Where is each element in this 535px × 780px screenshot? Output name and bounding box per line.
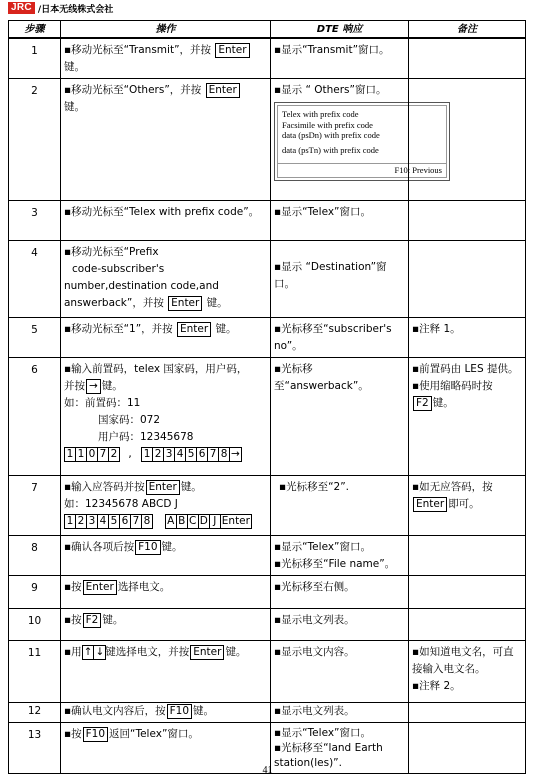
- op-text: ▪移动光标至“Prefix: [64, 246, 159, 258]
- note-cell: [409, 201, 526, 241]
- key-digit: 1: [75, 447, 87, 462]
- table-header-row: [9, 21, 526, 39]
- key-letter: C: [187, 514, 199, 529]
- dte-cell: ▪光标移至“answerback”。: [271, 358, 409, 476]
- dte-cell: ▪光标移至“subscriber's no”。: [271, 318, 409, 358]
- op-text: ▪移动光标至“1”，并按: [64, 323, 177, 335]
- operation-cell: ▪移动光标至“Telex with prefix code”。: [61, 201, 271, 241]
- step-number: 4: [9, 241, 61, 318]
- key-digit: 8: [218, 447, 230, 462]
- op-text: ▪按: [64, 581, 82, 593]
- op-text: 键。: [180, 481, 202, 493]
- note-text: ▪如无应答码，按: [412, 481, 493, 493]
- key-digit: 5: [108, 514, 120, 529]
- key-digit: 5: [185, 447, 197, 462]
- key-digit: 6: [196, 447, 208, 462]
- op-text: 键。: [102, 614, 124, 626]
- table-row: [9, 609, 526, 641]
- step-number: 7: [9, 476, 61, 536]
- key-digit: 2: [152, 447, 164, 462]
- key-enter: Enter: [215, 43, 249, 58]
- operation-cell: [61, 38, 271, 79]
- op-text: ▪移动光标至“Transmit”，并按: [64, 44, 215, 56]
- note-cell: [409, 79, 526, 201]
- key-digit: 2: [108, 447, 120, 462]
- operation-cell: [61, 609, 271, 641]
- dte-cell: ▪光标移至“2”.: [271, 476, 409, 536]
- step-number: 5: [9, 318, 61, 358]
- table-row: [9, 641, 526, 703]
- dte-cell: [271, 79, 442, 201]
- op-text: ▪用: [64, 646, 82, 658]
- key-letter: B: [176, 514, 188, 529]
- note-cell: [409, 536, 526, 576]
- key-down-arrow: ↓: [95, 646, 105, 658]
- key-digit: 4: [174, 447, 186, 462]
- op-text: ▪确认电文内容后，按: [64, 705, 166, 717]
- operation-cell: [61, 241, 271, 318]
- col-header-remarks: 备注: [409, 21, 526, 39]
- table-row: [9, 476, 526, 536]
- note-cell: [409, 576, 526, 609]
- op-text: 键。: [64, 101, 85, 113]
- key-digit: 6: [119, 514, 131, 529]
- key-digit: 7: [130, 514, 142, 529]
- dte-cell: ▪显示 “Destination”窗口。: [271, 241, 409, 318]
- operation-cell: [61, 576, 271, 609]
- note-cell: [409, 476, 526, 536]
- key-f10: F10: [135, 540, 160, 555]
- others-window-footer: F10: Previous: [277, 164, 447, 178]
- table-row: [9, 358, 526, 476]
- step-number: 11: [9, 641, 61, 703]
- table-row: [9, 576, 526, 609]
- key-digit: 2: [75, 514, 87, 529]
- page-number: 41: [262, 765, 273, 776]
- dte-cell: ▪显示电文列表。: [271, 703, 409, 723]
- dte-text: ▪光标移至“File name”。: [274, 558, 396, 570]
- operation-cell: [61, 318, 271, 358]
- key-enter: Enter: [83, 580, 117, 595]
- page-header: [8, 1, 113, 15]
- example-answerback: 如：12345678 ABCD J: [64, 498, 178, 510]
- list-item[interactable]: data (psTn) with prefix code: [282, 144, 379, 155]
- op-text: answerback”，并按: [64, 297, 168, 309]
- dte-text: ▪显示 “ Others”窗口。: [274, 84, 387, 96]
- note-cell: [409, 38, 526, 79]
- operation-cell: [61, 476, 271, 536]
- dte-text: ▪光标移至“land Earth station(les)”.: [274, 742, 383, 769]
- col-header-dte-response: DTE 响应: [271, 21, 409, 39]
- key-enter: Enter: [146, 480, 180, 495]
- key-digit: 3: [86, 514, 98, 529]
- key-digit: 8: [141, 514, 153, 529]
- note-text: ▪使用缩略码时按: [412, 380, 493, 392]
- dte-cell: [271, 536, 409, 576]
- operation-cell: [61, 536, 271, 576]
- col-header-operation: 操作: [61, 21, 271, 39]
- op-text: 键。: [212, 323, 237, 335]
- key-digit: 1: [64, 514, 76, 529]
- list-item[interactable]: Telex with prefix code: [282, 109, 359, 119]
- example-user: 用户码：12345678: [98, 431, 194, 443]
- key-digit: 3: [163, 447, 175, 462]
- op-text: 选择电文。: [117, 581, 171, 593]
- step-number: 9: [9, 576, 61, 609]
- table-row: [9, 201, 526, 241]
- key-digit: 7: [97, 447, 109, 462]
- op-text: ▪移动光标至“Others”，并按: [64, 84, 205, 96]
- table-row: [9, 38, 526, 79]
- dte-cell: ▪显示电文列表。: [271, 609, 409, 641]
- key-enter: Enter: [168, 296, 202, 311]
- key-letter: D: [199, 515, 208, 527]
- step-number: 6: [9, 358, 61, 476]
- operation-cell: [61, 358, 271, 476]
- key-digit: 1: [141, 447, 153, 462]
- key-digit: 1: [64, 447, 76, 462]
- key-enter: Enter: [190, 645, 224, 660]
- note-text: ▪前置码由 LES 提供。: [412, 363, 519, 375]
- op-text: ▪输入应答码并按: [64, 481, 145, 493]
- key-up-arrow: ↑: [83, 646, 93, 658]
- op-text: 键。: [64, 61, 85, 73]
- op-text: ▪按: [64, 728, 82, 740]
- op-text: ▪按: [64, 614, 82, 626]
- table-row: [9, 536, 526, 576]
- op-text: ▪确认各项后按: [64, 541, 135, 553]
- note-text: 即可。: [448, 498, 480, 510]
- dte-cell: ▪光标移至右侧。: [271, 576, 409, 609]
- step-number: 2: [9, 79, 61, 201]
- note-text: ▪如知道电文名，可直接输入电文名。: [412, 646, 514, 675]
- table-row: [9, 703, 526, 723]
- op-text: 键。: [161, 541, 183, 553]
- procedure-table: [8, 20, 526, 774]
- operation-cell: [61, 703, 271, 723]
- note-text: ▪注释 2。: [412, 680, 461, 692]
- table-row: [9, 318, 526, 358]
- col-header-step: 步骤: [9, 21, 61, 39]
- key-sequence: [64, 446, 267, 463]
- list-item[interactable]: data (psDn) with prefix code: [282, 130, 380, 140]
- dte-text: ▪显示“Telex”窗口。: [274, 727, 371, 739]
- key-digit: 0: [86, 447, 98, 462]
- note-cell: [409, 609, 526, 641]
- step-number: 3: [9, 201, 61, 241]
- step-number: 12: [9, 703, 61, 723]
- op-text: 键。: [203, 297, 228, 309]
- note-cell: [409, 358, 526, 476]
- key-f2: F2: [83, 613, 102, 628]
- operation-cell: [61, 79, 271, 201]
- key-f10: F10: [167, 704, 192, 719]
- key-f2: F2: [413, 396, 432, 411]
- key-separator: ,: [128, 448, 132, 460]
- key-digit: 4: [97, 514, 109, 529]
- op-text: 键选择电文，并按: [105, 646, 190, 658]
- key-f10: F10: [83, 727, 108, 742]
- dte-text: ▪显示“Telex”窗口。: [274, 541, 371, 553]
- table-row: [9, 241, 526, 318]
- dte-cell: ▪显示“Transmit”窗口。: [271, 38, 409, 79]
- key-digit: 7: [207, 447, 219, 462]
- step-number: 8: [9, 536, 61, 576]
- dte-cell: ▪显示“Telex”窗口。: [271, 201, 409, 241]
- key-right-arrow: →: [231, 448, 240, 460]
- step-number: 10: [9, 609, 61, 641]
- key-letter: A: [165, 514, 177, 529]
- op-text: code-subscriber's: [72, 263, 165, 275]
- company-name: /日本无线株式会社: [37, 4, 114, 15]
- op-text: 键。: [225, 646, 247, 658]
- note-text: 键。: [432, 397, 454, 409]
- key-enter: Enter: [221, 515, 250, 527]
- example-prefix: 如：前置码：11: [64, 397, 141, 409]
- key-enter: Enter: [206, 83, 240, 98]
- note-cell: [409, 641, 526, 703]
- op-text: 键。: [193, 705, 215, 717]
- list-item[interactable]: Facsimile with prefix code: [282, 119, 373, 130]
- op-text: 键。: [101, 380, 123, 392]
- note-cell: [409, 703, 526, 723]
- note-cell: [409, 241, 526, 318]
- jrc-logo: JRC: [8, 2, 35, 14]
- table-row: [9, 79, 526, 201]
- op-text: number,destination code,and: [64, 280, 219, 292]
- key-right-arrow: →: [86, 379, 101, 394]
- op-text: 返回“Telex”窗口。: [109, 728, 199, 740]
- operation-cell: [61, 641, 271, 703]
- key-letter: J: [209, 514, 221, 529]
- step-number: 1: [9, 38, 61, 79]
- example-country: 国家码：072: [98, 414, 161, 426]
- key-enter: Enter: [177, 322, 211, 337]
- step-number: 13: [9, 723, 61, 774]
- dte-cell: ▪显示电文内容。: [271, 641, 409, 703]
- key-sequence: [64, 513, 267, 530]
- key-enter: Enter: [413, 497, 447, 512]
- note-cell: ▪注释 1。: [409, 318, 526, 358]
- op-text: 并按: [64, 380, 85, 392]
- op-text: ▪输入前置码，telex 国家码，用户码，: [64, 363, 248, 375]
